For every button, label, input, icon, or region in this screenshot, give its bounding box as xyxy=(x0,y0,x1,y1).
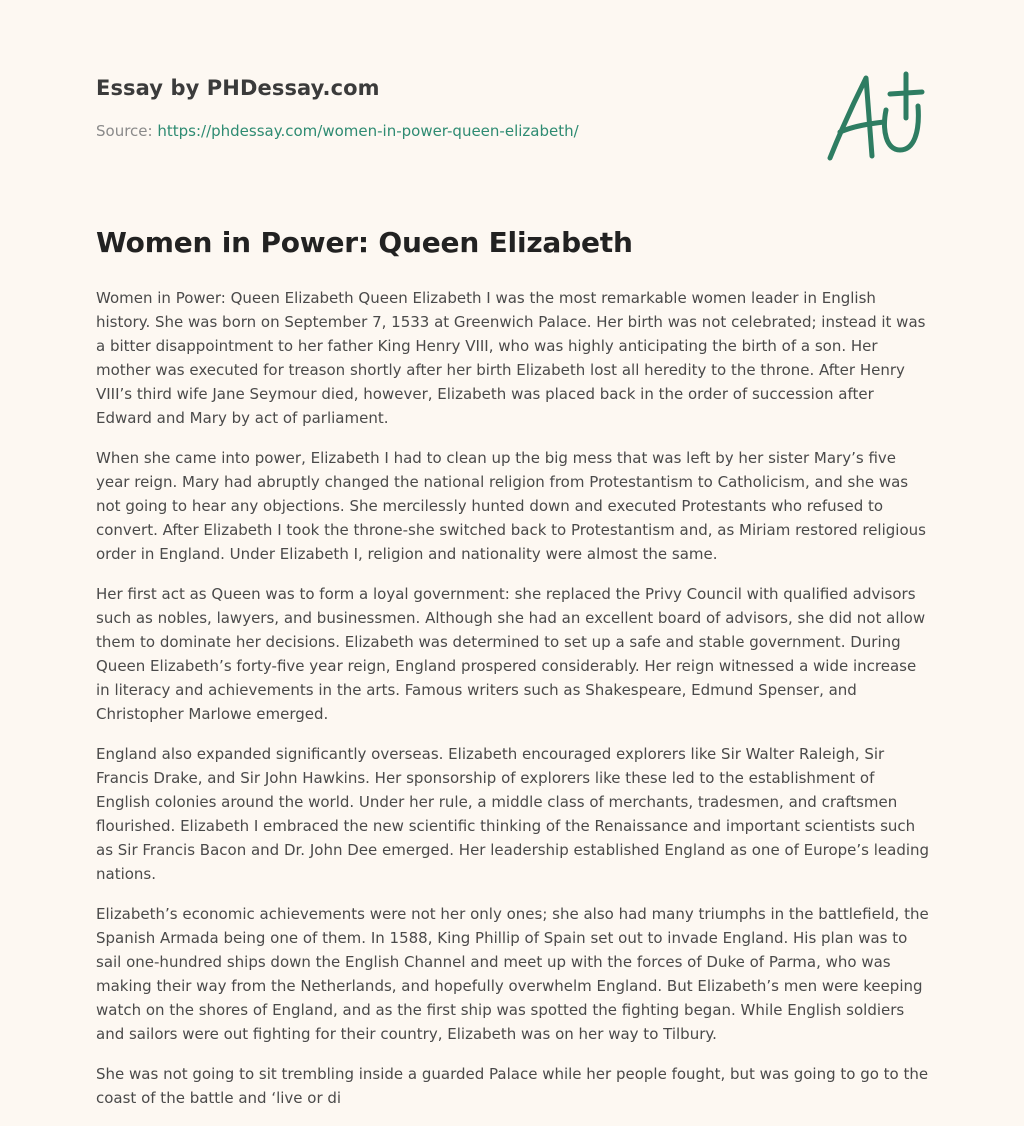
paragraph: England also expanded significantly overseas. Elizabeth encouraged explorers like Sir Walter Raleigh, Sir Francis Drake, and Sir John Hawkins. Her sponsorship of explorers like these led to the establishment of English colonies around the world. Under her rule, a middle class of merchants, tradesmen, and craftsmen flourished. Elizabeth I embraced the new scientific thinking of the Renaissance and important scientists such as Sir Francis Bacon and Dr. John Dee emerged. Her leadership established England as one of Europe’s leading nations. xyxy=(96,745,930,883)
essay-header xyxy=(96,76,796,140)
paragraph: Elizabeth’s economic achievements were not her only ones; she also had many triumphs in the battlefield, the Spanish Armada being one of them. In 1588, King Phillip of Spain set out to invade England. His plan was to sail one-hundred ships down the English Channel and meet up with the forces of Duke of Parma, who was making their way from the Netherlands, and hopefully overwhelm England. But Elizabeth’s men were keeping watch on the shores of England, and as the first ship was spotted the fighting began. While English soldiers and sailors were out fighting for their country, Elizabeth was on her way to Tilbury. xyxy=(96,905,929,1043)
paragraph: Her first act as Queen was to form a loyal government: she replaced the Privy Council with qualified advisors such as nobles, lawyers, and businessmen. Although she had an excellent board of advisors, she did not allow them to dominate her decisions. Elizabeth was determined to set up a safe and stable government. During Queen Elizabeth’s forty-five year reign, England prospered considerably. Her reign witnessed a wide increase in literacy and achievements in the arts. Famous writers such as Shakespeare, Edmund Spenser, and Christopher Marlowe emerged. xyxy=(96,585,926,723)
site-brand: Essay by PHDessay.com xyxy=(96,76,380,100)
source-link[interactable]: https://phdessay.com/women-in-power-queen-elizabeth/ xyxy=(157,122,579,140)
source-label: Source: xyxy=(96,122,153,140)
essay-body xyxy=(96,286,932,1126)
paragraph: She was not going to sit trembling inside a guarded Palace while her people fought, but was going to go to the coast of the battle and ‘live or di xyxy=(96,1065,929,1107)
source-line xyxy=(96,122,796,140)
a-plus-logo-icon xyxy=(820,66,930,166)
paragraph: When she came into power, Elizabeth I had to clean up the big mess that was left by her sister Mary’s five year reign. Mary had abruptly changed the national religion from Protestantism to Catholicism, and she was not going to hear any objections. She mercilessly hunted down and executed Protestants who refused to convert. After Elizabeth I took the throne-she switched back to Protestantism and, as Miriam restored religious order in England. Under Elizabeth I, religion and nationality were almost the same. xyxy=(96,449,926,563)
paragraph: Women in Power: Queen Elizabeth Queen Elizabeth I was the most remarkable women leader in English history. She was born on September 7, 1533 at Greenwich Palace. Her birth was not celebrated; instead it was a bitter disappointment to her father King Henry VIII, who was highly anticipating the birth of a son. Her mother was executed for treason shortly after her birth Elizabeth lost all heredity to the throne. After Henry VIII’s third wife Jane Seymour died, however, Elizabeth was placed back in the order of succession after Edward and Mary by act of parliament. xyxy=(96,289,926,427)
essay-title: Women in Power: Queen Elizabeth xyxy=(96,226,633,259)
